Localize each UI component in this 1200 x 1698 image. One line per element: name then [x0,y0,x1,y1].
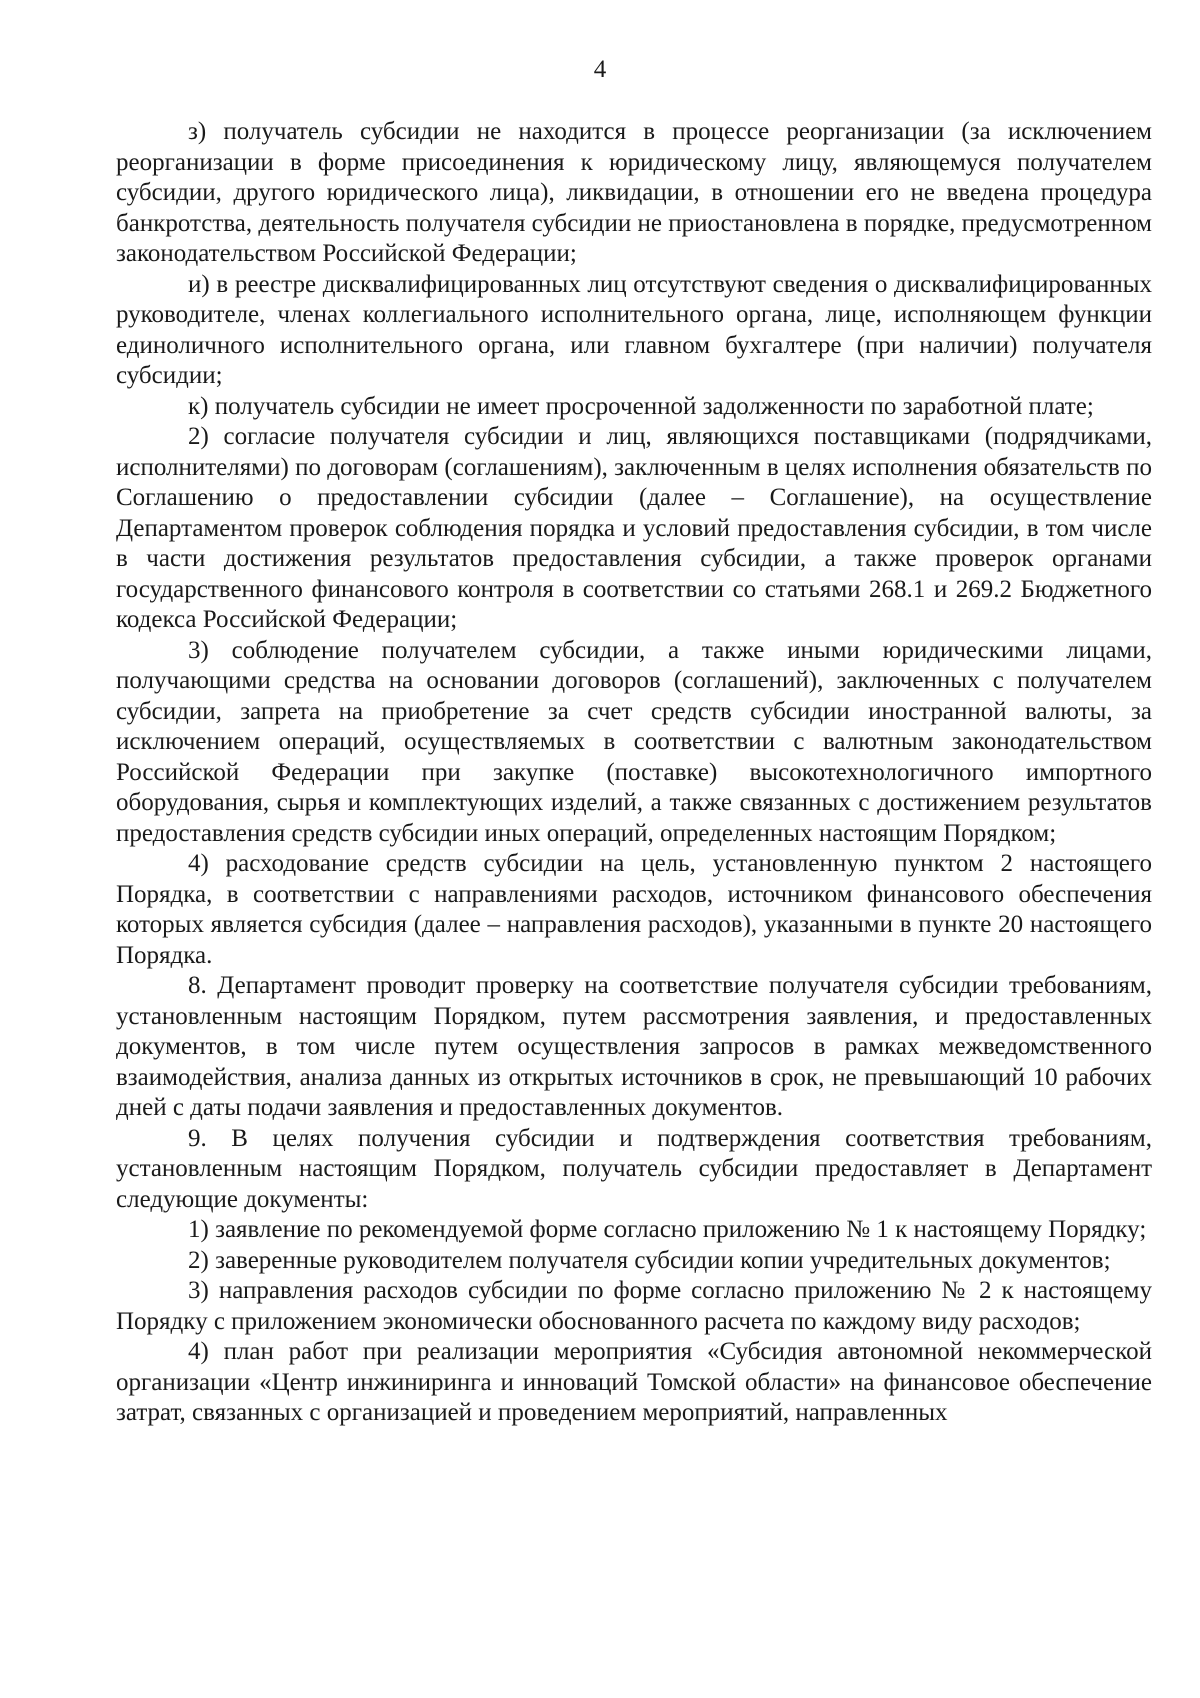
paragraph-item-3: 3) соблюдение получателем субсидии, а также иными юридическими лицами, получающими средства на основании договоров (соглашений), заключенных с получателем субсидии, запрета на приобретение за счет средств субсидии иностранной валюты, за исключением операций, осуществляемых в соответствии с валютным законодательством Российской Федерации при закупке (поставке) высокотехнологичного импортного оборудования, сырья и комплектующих изделий, а также связанных с достижением результатов предоставления средств субсидии иных операций, определенных настоящим Порядком; [116,636,1152,847]
paragraph-k: к) получатель субсидии не имеет просроченной задолженности по заработной плате; [188,392,1094,420]
paragraph-item-2: 2) согласие получателя субсидии и лиц, являющихся поставщиками (подрядчиками, исполнителями) по договорам (соглашениям), заключенным в целях исполнения обязательств по Соглашению о предоставлении субсидии (далее – Соглашение), на осуществление Департаментом проверок соблюдения порядка и условий предоставления субсидии, в том числе в части достижения результатов предоставления субсидии, а также проверок органами государственного финансового контроля в соответствии со статьями 268.1 и 269.2 Бюджетного кодекса Российской Федерации; [116,423,1152,633]
paragraph-section-9: 9. В целях получения субсидии и подтверждения соответствия требованиям, установленным настоящим Порядком, получатель субсидии предоставляет в Департамент следующие документы: [116,1124,1152,1213]
paragraph-section-8: 8. Департамент проводит проверку на соответствие получателя субсидии требованиям, установленным настоящим Порядком, путем рассмотрения заявления, и предоставленных документов, в том числе путем осуществления запросов в рамках межведомственного взаимодействия, анализа данных из открытых источников в срок, не превышающий 10 рабочих дней с даты подачи заявления и предоставленных документов. [116,972,1152,1121]
paragraph-doc-2: 2) заверенные руководителем получателя субсидии копии учредительных документов; [188,1246,1111,1274]
paragraph-doc-3: 3) направления расходов субсидии по форме согласно приложению № 2 к настоящему Порядку с приложением экономически обоснованного расчета по каждому виду расходов; [116,1277,1152,1335]
paragraph-doc-1: 1) заявление по рекомендуемой форме согласно приложению № 1 к настоящему Порядку; [188,1216,1147,1243]
paragraph-doc-4: 4) план работ при реализации мероприятия «Субсидия автономной некоммерческой организации «Центр инжиниринга и инноваций Томской области» на финансовое обеспечение затрат, связанных с организацией и проведением мероприятий, направленных [116,1338,1152,1426]
paragraph-i: и) в реестре дисквалифицированных лиц отсутствуют сведения о дисквалифицированных руководителе, членах коллегиального исполнительного органа, лице, исполняющем функции единоличного исполнительного органа, или главном бухгалтере (при наличии) получателя субсидии; [116,270,1152,389]
page-number: 4 [593,56,607,83]
paragraph-item-4: 4) расходование средств субсидии на цель, установленную пунктом 2 настоящего Порядка, в соответствии с направлениями расходов, источником финансового обеспечения которых является субсидия (далее – направления расходов), указанными в пункте 20 настоящего Порядка. [116,850,1152,969]
paragraph-z: з) получатель субсидии не находится в процессе реорганизации (за исключением реорганизации в форме присоединения к юридическому лицу, являющемуся получателем субсидии, другого юридического лица), ликвидации, в отношении его не введена процедура банкротства, деятельность получателя субсидии не приостановлена в порядке, предусмотренном законодательством Российской Федерации; [116,118,1152,267]
document-body [116,117,1152,1429]
